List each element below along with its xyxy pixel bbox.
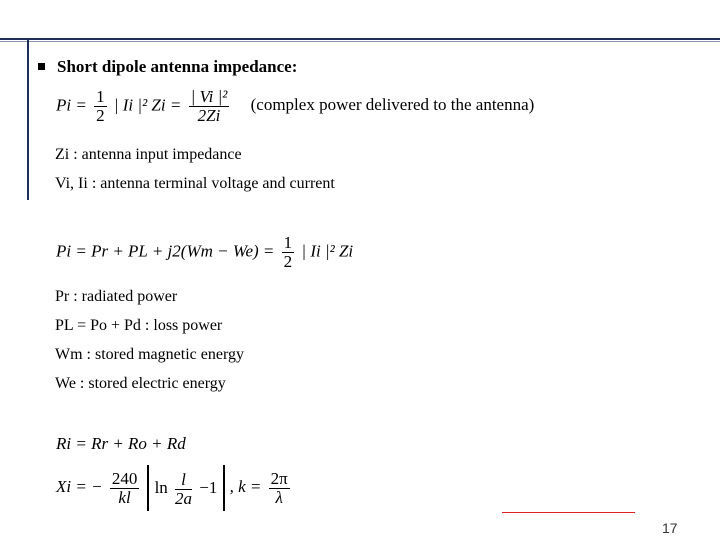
definition-zi: Zi : antenna input impedance [55, 146, 242, 163]
fraction-l-2a: $\frac{l}{2a}$ [175, 469, 193, 508]
left-rule [27, 40, 29, 200]
slide-heading: Short dipole antenna impedance: [38, 57, 297, 77]
square-bullet-icon [38, 63, 45, 70]
definition-vi-ii: Vi, Ii : antenna terminal voltage and current [55, 175, 335, 192]
definition-pr: Pr : radiated power [55, 288, 178, 305]
equation-power-balance: Pi = Pr + PL + j2(Wm − We) = $\frac{1}{2}$ | Ii |² Zi [56, 233, 354, 271]
fraction-half: $\frac{1}{2}$ [96, 87, 105, 125]
top-rule [0, 38, 720, 40]
top-rule-accent [0, 41, 720, 42]
fraction-240-kl: $\frac{240}{kl}$ [111, 468, 138, 507]
fraction-2pi-lambda: $\frac{2\pi}{\lambda}$ [270, 468, 288, 507]
bracket-group: ln $\frac{l}{2a}$ −1 [147, 465, 226, 511]
equation-complex-power: Pi = $\frac{1}{2}$ | Ii |² Zi = $\frac{\text{| Vi |²}}{2Zi}$ (complex power delivered to the antenna) [56, 87, 535, 125]
footer-red-rule [502, 512, 635, 513]
fraction-half-2: $\frac{1}{2}$ [283, 233, 293, 271]
equation-resistance: Ri = Rr + Ro + Rd [56, 434, 186, 453]
page-number: 17 [662, 520, 678, 536]
definition-wm: Wm : stored magnetic energy [55, 346, 244, 363]
fraction-voltage: $\frac{\text{| Vi |²}}{2Zi}$ [190, 87, 228, 125]
equation-reactance: Xi = − $\frac{240}{kl}$ ln $\frac{l}{2a}$ −1 , k = $\frac{2\pi}{\lambda}$ [56, 465, 293, 511]
definition-we: We : stored electric energy [55, 375, 226, 392]
definition-pl: PL = Po + Pd : loss power [55, 317, 223, 334]
